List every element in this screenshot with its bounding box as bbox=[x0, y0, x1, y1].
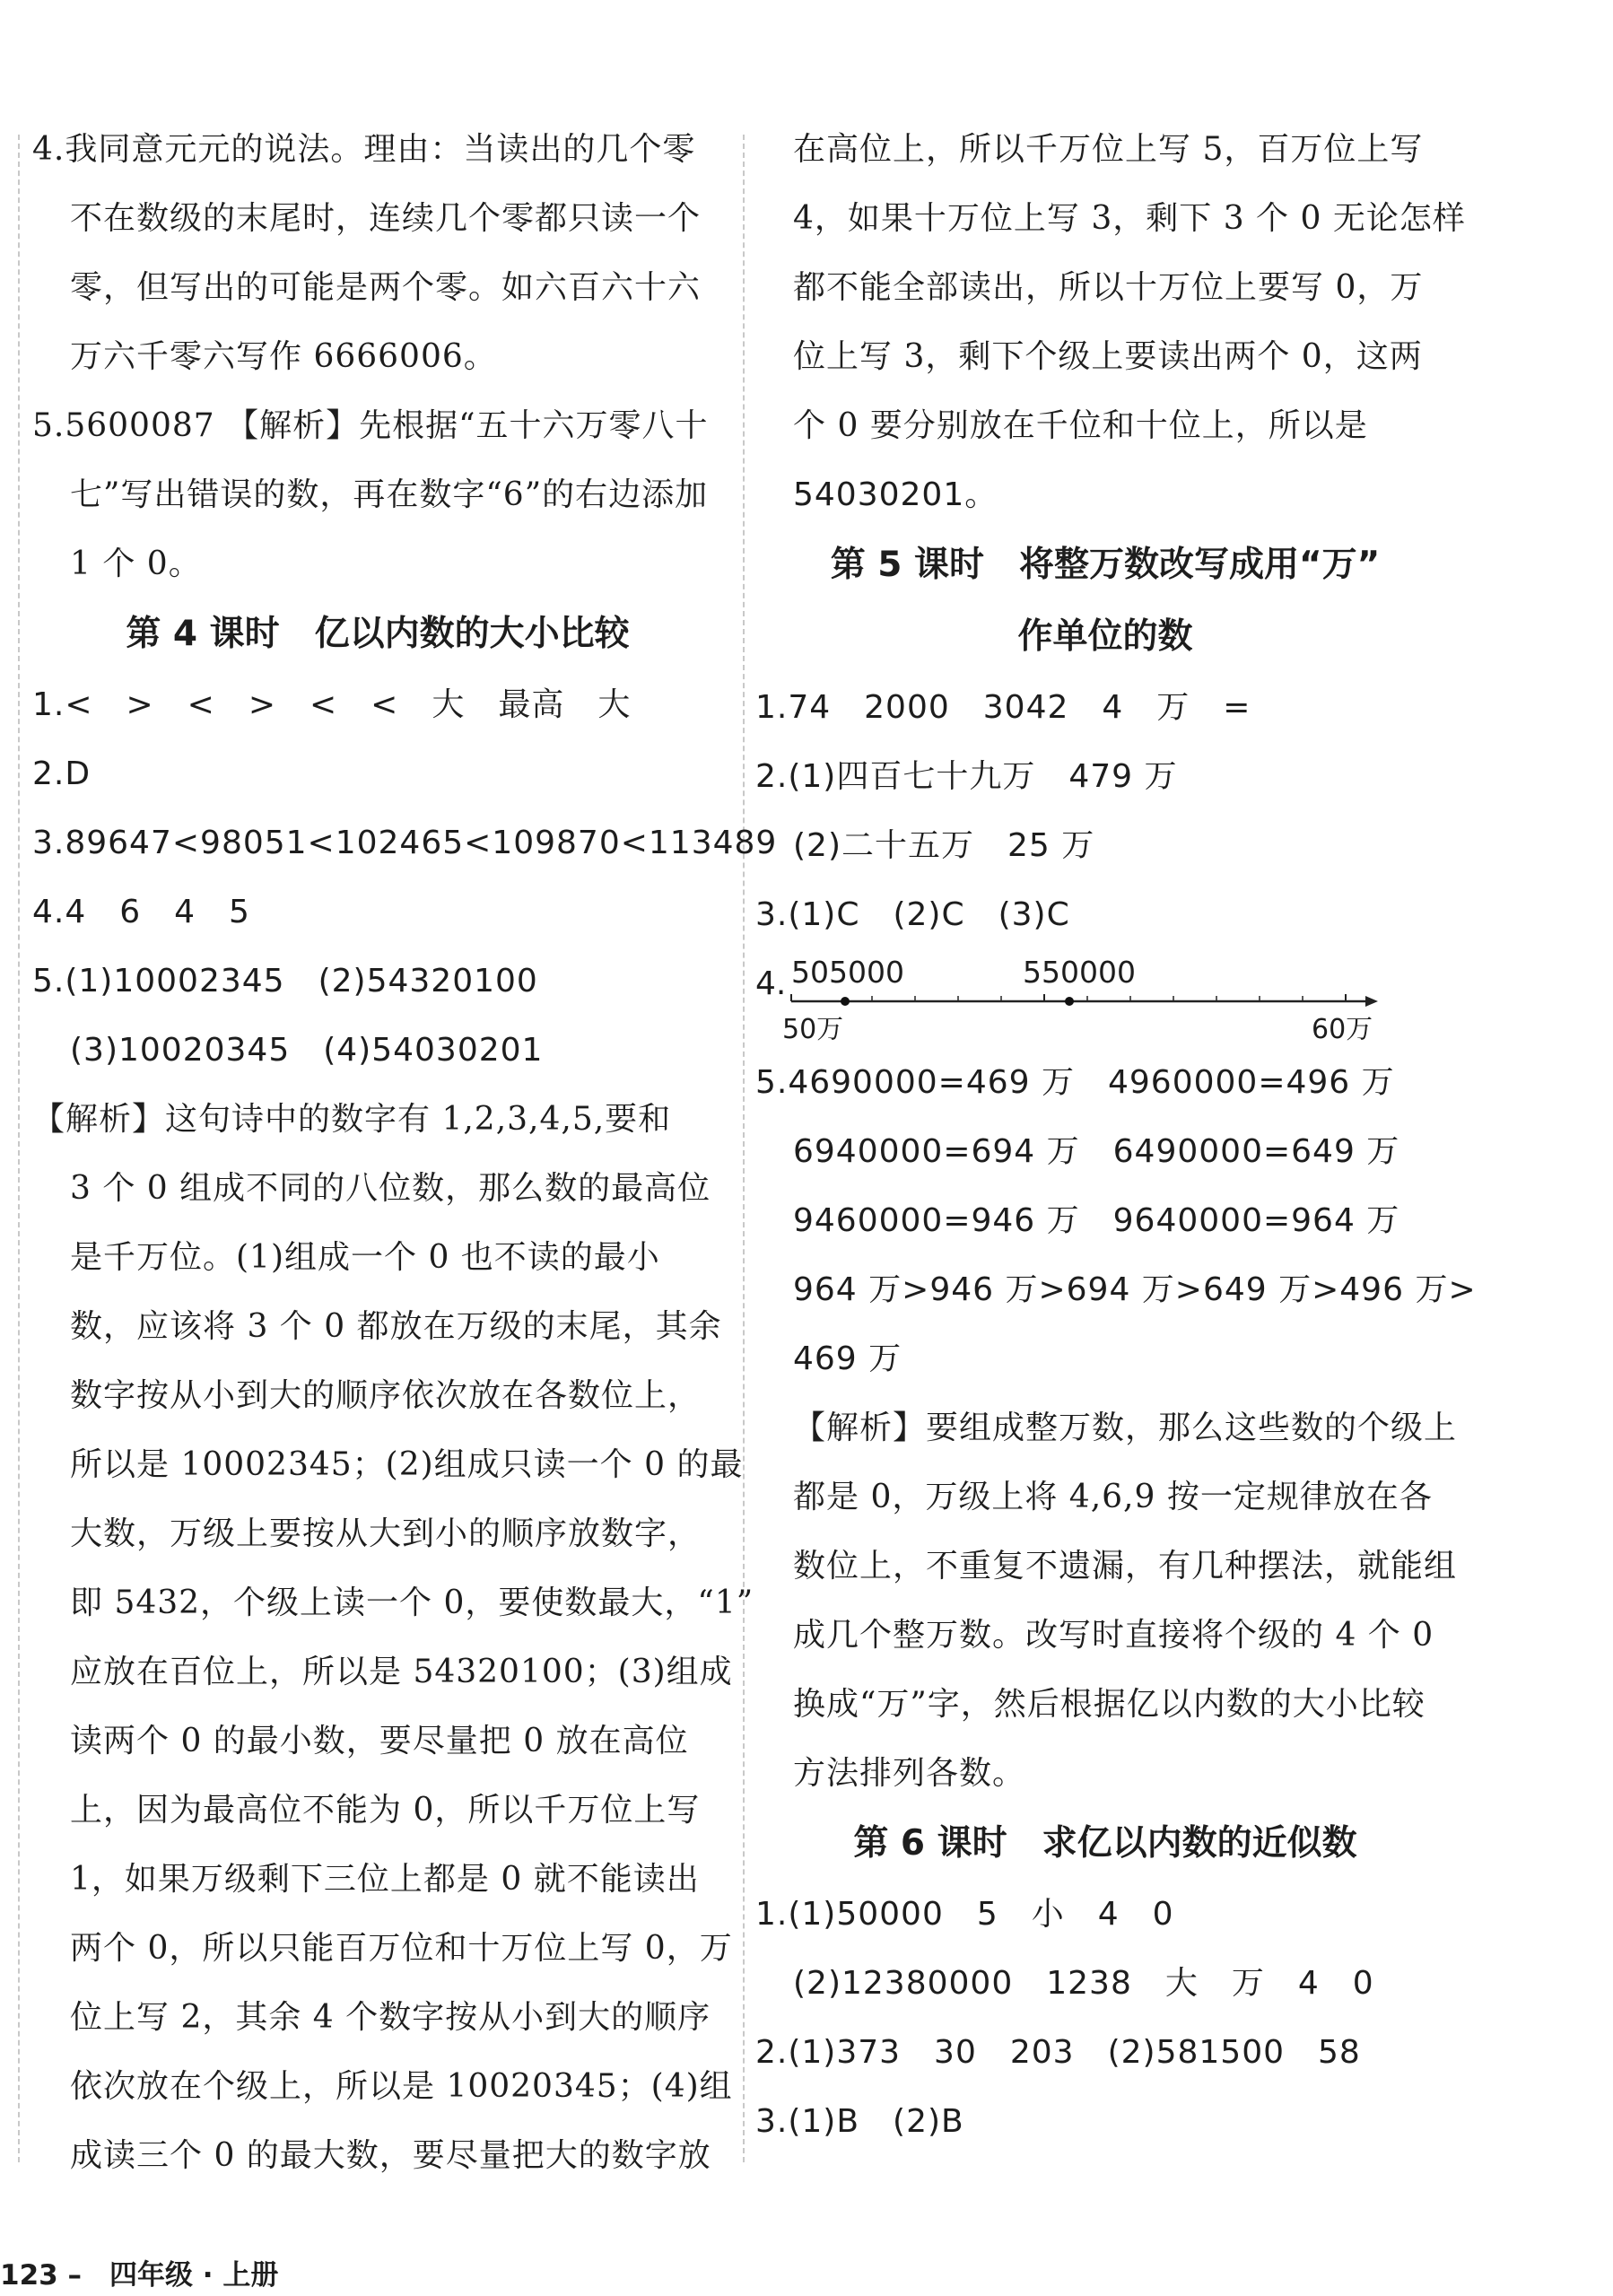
answer-line: 4，如果十万位上写 3，剩下 3 个 0 无论怎样 bbox=[793, 200, 1466, 237]
analysis-line: 都是 0，万级上将 4,6,9 按一定规律放在各 bbox=[793, 1479, 1433, 1515]
number-line-label-50wan: 50万 bbox=[782, 1014, 844, 1045]
answer-line: 在高位上，所以千万位上写 5，百万位上写 bbox=[793, 131, 1424, 168]
answer-line: 零，但写出的可能是两个零。如六百六十六 bbox=[70, 269, 702, 306]
analysis-line: 是千万位。(1)组成一个 0 也不读的最小 bbox=[70, 1239, 660, 1276]
analysis-line: 1，如果万级剩下三位上都是 0 就不能读出 bbox=[70, 1861, 700, 1898]
answer-line: 1.< > < > < < 大 最高 大 bbox=[32, 686, 632, 723]
analysis-line: 换成“万”字，然后根据亿以内数的大小比较 bbox=[793, 1686, 1426, 1723]
left-column bbox=[32, 115, 778, 2190]
answer-line: 位上写 3，剩下个级上要读出两个 0，这两 bbox=[793, 338, 1423, 375]
answer-line: 4.4 6 4 5 bbox=[32, 894, 250, 930]
analysis-line: 即 5432，个级上读一个 0，要使数最大，“1” bbox=[70, 1585, 754, 1621]
answer-line: 964 万>946 万>694 万>649 万>496 万> bbox=[793, 1271, 1477, 1308]
answer-line: 万六千零六写作 6666006。 bbox=[70, 338, 497, 375]
analysis-line: 大数，万级上要按从大到小的顺序放数字， bbox=[70, 1515, 702, 1552]
number-line-label-505000: 505000 bbox=[791, 955, 904, 990]
answer-line: 54030201。 bbox=[793, 476, 998, 513]
number-line-prefix: 4. bbox=[755, 965, 787, 1002]
right-column bbox=[755, 115, 1477, 2156]
answer-line: 9460000=946 万 9640000=964 万 bbox=[793, 1202, 1400, 1239]
answer-line: 4.我同意元元的说法。理由：当读出的几个零 bbox=[32, 131, 696, 168]
answer-line: 3.(1)C (2)C (3)C bbox=[755, 896, 1070, 933]
column-divider bbox=[743, 135, 745, 2162]
analysis-line: 两个 0，所以只能百万位和十万位上写 0，万 bbox=[70, 1930, 733, 1967]
analysis-line: 数字按从小到大的顺序依次放在各数位上， bbox=[70, 1377, 702, 1414]
answer-line: 6940000=694 万 6490000=649 万 bbox=[793, 1133, 1400, 1170]
analysis-line: 【解析】要组成整万数，那么这些数的个级上 bbox=[793, 1410, 1458, 1446]
answer-line: 不在数级的末尾时，连续几个零都只读一个 bbox=[70, 200, 702, 237]
analysis-line: 成读三个 0 的最大数，要尽量把大的数字放 bbox=[70, 2137, 711, 2174]
number-line-label-550000: 550000 bbox=[1023, 955, 1136, 990]
answer-line: 5.4690000=469 万 4960000=496 万 bbox=[755, 1064, 1395, 1101]
answer-line: 1 个 0。 bbox=[70, 546, 202, 582]
answer-line: 3.89647<98051<102465<109870<113489 bbox=[32, 825, 778, 861]
section-heading-lesson-5: 第 5 课时 将整万数改写成用“万” bbox=[830, 545, 1381, 585]
analysis-line: 位上写 2，其余 4 个数字按从小到大的顺序 bbox=[70, 1999, 711, 2036]
answer-line: 3.(1)B (2)B bbox=[755, 2103, 964, 2140]
analysis-line: 方法排列各数。 bbox=[793, 1755, 1026, 1792]
answer-line: (3)10020345 (4)54030201 bbox=[70, 1032, 544, 1069]
analysis-line: 依次放在个级上，所以是 10020345；(4)组 bbox=[70, 2068, 733, 2105]
page-footer: 123 – 四年级 · 上册 bbox=[0, 2259, 279, 2292]
answer-line: 七”写出错误的数，再在数字“6”的右边添加 bbox=[70, 476, 709, 513]
analysis-line: 3 个 0 组成不同的八位数，那么数的最高位 bbox=[70, 1170, 711, 1207]
analysis-line: 数位上，不重复不遗漏，有几种摆法，就能组 bbox=[793, 1548, 1458, 1585]
answer-line: 5.(1)10002345 (2)54320100 bbox=[32, 963, 538, 1000]
answer-line: 5.5600087 【解析】先根据“五十六万零八十 bbox=[32, 407, 709, 444]
number-line-label-60wan: 60万 bbox=[1312, 1014, 1373, 1045]
analysis-line: 读两个 0 的最小数，要尽量把 0 放在高位 bbox=[70, 1723, 689, 1759]
answer-line: 2.(1)373 30 203 (2)581500 58 bbox=[755, 2034, 1361, 2071]
section-heading-lesson-6: 第 6 课时 求亿以内数的近似数 bbox=[853, 1823, 1357, 1864]
analysis-line: 所以是 10002345；(2)组成只读一个 0 的最 bbox=[70, 1446, 744, 1483]
answer-line: 469 万 bbox=[793, 1340, 902, 1377]
answer-line: (2)12380000 1238 大 万 4 0 bbox=[793, 1965, 1374, 2002]
number-line-answer bbox=[755, 949, 1455, 1048]
number-line-axis bbox=[755, 949, 1383, 1048]
answer-line: 1.(1)50000 5 小 4 0 bbox=[755, 1896, 1174, 1933]
answer-line: 都不能全部读出，所以十万位上要写 0，万 bbox=[793, 269, 1424, 306]
answer-line: 2.(1)四百七十九万 479 万 bbox=[755, 758, 1178, 795]
analysis-line: 数，应该将 3 个 0 都放在万级的末尾，其余 bbox=[70, 1308, 722, 1345]
answer-line: 个 0 要分别放在千位和十位上，所以是 bbox=[793, 407, 1368, 444]
answer-line: 2.D bbox=[32, 755, 92, 792]
analysis-line: 上，因为最高位不能为 0，所以千万位上写 bbox=[70, 1792, 701, 1829]
binding-margin-line bbox=[18, 135, 20, 2162]
analysis-line: 成几个整万数。改写时直接将个级的 4 个 0 bbox=[793, 1617, 1434, 1654]
analysis-line: 【解析】这句诗中的数字有 1,2,3,4,5,要和 bbox=[32, 1101, 672, 1138]
answer-line: 1.74 2000 3042 4 万 = bbox=[755, 689, 1251, 726]
analysis-line: 应放在百位上，所以是 54320100；(3)组成 bbox=[70, 1654, 733, 1690]
section-heading-lesson-4: 第 4 课时 亿以内数的大小比较 bbox=[126, 614, 630, 654]
answer-line: (2)二十五万 25 万 bbox=[793, 827, 1095, 864]
section-heading-lesson-5-cont: 作单位的数 bbox=[1017, 616, 1193, 657]
